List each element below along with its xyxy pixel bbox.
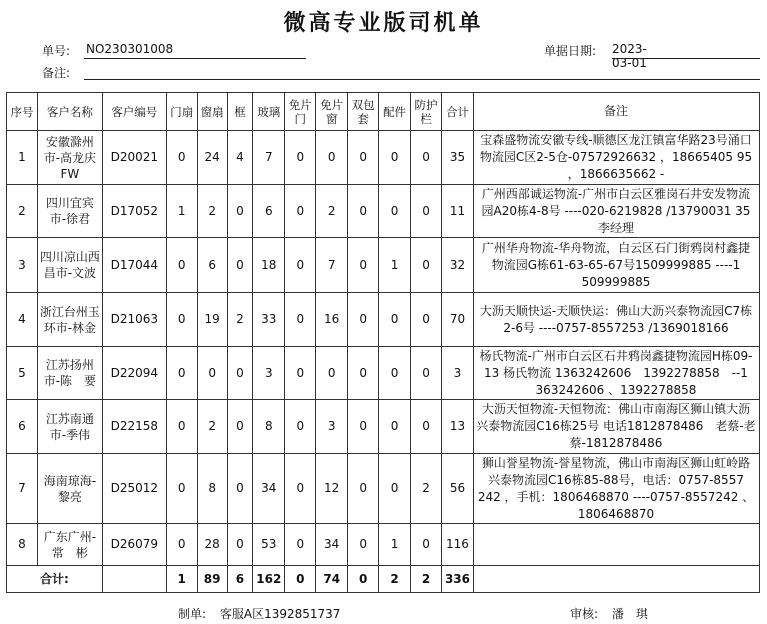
- qty-parts: 0: [379, 454, 411, 524]
- qty-door: 0: [166, 400, 197, 454]
- customer-name: 四川凉山西昌市-文波: [37, 238, 102, 293]
- table-row: [7, 347, 474, 400]
- customer-name: 江苏南通市-季伟: [37, 400, 102, 454]
- document-title: 微高专业版司机单: [283, 11, 484, 36]
- col-header: 客户名称: [37, 93, 102, 131]
- remark-total-cell: [473, 565, 760, 593]
- qty-free-door: 0: [285, 131, 316, 185]
- date-value: 2023-03-01: [612, 42, 647, 70]
- qty-door: 0: [166, 131, 197, 185]
- qty-guardrail: 2: [411, 454, 442, 524]
- maker-label: 制单:: [178, 607, 207, 621]
- customer-code: D17052: [102, 185, 166, 238]
- qty-free-door: 0: [285, 347, 316, 400]
- qty-free-window: 0: [316, 131, 348, 185]
- qty-guardrail: 0: [411, 185, 442, 238]
- col-header: 免片窗: [316, 93, 348, 131]
- qty-free-window: 34: [316, 524, 348, 566]
- qty-glass: 6: [253, 185, 285, 238]
- remark-cell: 广州西部诚运物流-广州市白云区雅岗石井安发物流园A20栋4-8号 ----020-6219828 /13790031 35 李经理: [473, 184, 760, 238]
- qty-window: 19: [197, 293, 227, 347]
- qty-double-wrap: 0: [348, 524, 379, 566]
- row-total: 70: [441, 293, 473, 347]
- qty-frame: 0: [227, 347, 253, 400]
- qty-window: 2: [197, 400, 227, 454]
- qty-free-window: 3: [316, 400, 348, 454]
- qty-double-wrap: 0: [348, 454, 379, 524]
- remark-field: [42, 64, 70, 81]
- qty-door: 0: [166, 347, 197, 400]
- qty-door: 0: [166, 238, 197, 293]
- table-row: [7, 293, 474, 347]
- table-row: [7, 454, 474, 524]
- qty-double-wrap: 0: [348, 238, 379, 293]
- qty-free-door: 0: [285, 238, 316, 293]
- col-header: 客户编号: [102, 93, 166, 131]
- remark-underline: [84, 79, 760, 80]
- customer-name: 四川宜宾市-徐君: [37, 185, 102, 238]
- col-header: 门扇: [166, 93, 197, 131]
- customer-name: 安徽滁州市-高龙庆FW: [37, 131, 102, 185]
- customer-code: D22158: [102, 400, 166, 454]
- customer-name: 海南琼海-黎亮: [37, 454, 102, 524]
- qty-guardrail: 0: [411, 400, 442, 454]
- total-frame: 6: [227, 566, 253, 593]
- qty-free-door: 0: [285, 400, 316, 454]
- row-no: 8: [7, 524, 38, 566]
- customer-code: D25012: [102, 454, 166, 524]
- shipment-table: [6, 92, 474, 593]
- customer-code: D21063: [102, 293, 166, 347]
- qty-guardrail: 0: [411, 131, 442, 185]
- qty-window: 0: [197, 347, 227, 400]
- totals-row: [7, 566, 474, 593]
- qty-glass: 3: [253, 347, 285, 400]
- col-header: 序号: [7, 93, 38, 131]
- totals-label: 合计:: [7, 566, 103, 593]
- row-no: 1: [7, 131, 38, 185]
- customer-code: D17044: [102, 238, 166, 293]
- row-total: 11: [441, 185, 473, 238]
- remark-cell: 宝森盛物流安徽专线-顺德区龙江镇富华路23号涌口物流园C区2-5仓-07572926632 ，18665405 95 ，1866635662 -: [473, 130, 760, 185]
- doc-no-underline: [84, 58, 306, 59]
- qty-parts: 0: [379, 185, 411, 238]
- qty-double-wrap: 0: [348, 293, 379, 347]
- qty-free-window: 7: [316, 238, 348, 293]
- col-header: 防护栏: [411, 93, 442, 131]
- row-no: 7: [7, 454, 38, 524]
- row-no: 3: [7, 238, 38, 293]
- row-total: 35: [441, 131, 473, 185]
- qty-free-window: 12: [316, 454, 348, 524]
- qty-parts: 0: [379, 400, 411, 454]
- maker-field: [178, 605, 340, 622]
- qty-window: 2: [197, 185, 227, 238]
- qty-double-wrap: 0: [348, 347, 379, 400]
- row-total: 32: [441, 238, 473, 293]
- table-header: [7, 93, 474, 131]
- remark-label: 备注:: [42, 66, 71, 80]
- qty-glass: 34: [253, 454, 285, 524]
- customer-name: 广东广州-常 彬: [37, 524, 102, 566]
- qty-free-door: 0: [285, 524, 316, 566]
- col-header: 免片门: [285, 93, 316, 131]
- qty-parts: 1: [379, 524, 411, 566]
- row-total: 3: [441, 347, 473, 400]
- doc-no-label: 单号:: [42, 44, 71, 58]
- remark-cell: 广州华舟物流-华舟物流，白云区石门街鸦岗村鑫捷物流园G栋61-63-65-67号1509999885 ----1 509999885: [473, 237, 760, 293]
- qty-free-window: 0: [316, 347, 348, 400]
- qty-guardrail: 0: [411, 238, 442, 293]
- date-label: 单据日期:: [544, 44, 597, 58]
- total-parts: 2: [379, 566, 411, 593]
- qty-door: 0: [166, 454, 197, 524]
- qty-parts: 0: [379, 131, 411, 185]
- customer-name: 江苏扬州市-陈 要: [37, 347, 102, 400]
- qty-free-door: 0: [285, 185, 316, 238]
- qty-glass: 53: [253, 524, 285, 566]
- date-underline: [612, 58, 760, 59]
- qty-door: 0: [166, 293, 197, 347]
- qty-door: 1: [166, 185, 197, 238]
- qty-parts: 0: [379, 293, 411, 347]
- qty-glass: 7: [253, 131, 285, 185]
- col-header: 合计: [441, 93, 473, 131]
- row-no: 5: [7, 347, 38, 400]
- table-row: [7, 238, 474, 293]
- qty-free-window: 2: [316, 185, 348, 238]
- table-row: [7, 185, 474, 238]
- col-header: 配件: [379, 93, 411, 131]
- qty-frame: 2: [227, 293, 253, 347]
- total-door: 1: [166, 566, 197, 593]
- qty-glass: 8: [253, 400, 285, 454]
- reviewer-value: 潘 琪: [611, 607, 648, 621]
- row-total: 13: [441, 400, 473, 454]
- total-double-wrap: 0: [348, 566, 379, 593]
- total-window: 89: [197, 566, 227, 593]
- qty-free-door: 0: [285, 293, 316, 347]
- qty-window: 28: [197, 524, 227, 566]
- qty-window: 8: [197, 454, 227, 524]
- qty-guardrail: 0: [411, 524, 442, 566]
- qty-parts: 0: [379, 347, 411, 400]
- remark-cell: 大沥天恒物流-天恒物流：佛山市南海区狮山镇大沥兴泰物流园C16栋25号 电话1812878486 老蔡-老蔡-1812878486: [473, 399, 760, 454]
- qty-frame: 0: [227, 524, 253, 566]
- remark-header: 备注: [473, 92, 760, 131]
- qty-free-window: 16: [316, 293, 348, 347]
- reviewer-label: 审核:: [570, 607, 599, 621]
- table-row: [7, 400, 474, 454]
- remark-cell: 杨氏物流-广州市白云区石井鸦岗鑫捷物流园H栋09-13 杨氏物流 1363242606 1392278858 --1 363242606 、1392278858: [473, 346, 760, 400]
- col-header: 玻璃: [253, 93, 285, 131]
- qty-glass: 33: [253, 293, 285, 347]
- total-glass: 162: [253, 566, 285, 593]
- row-total: 116: [441, 524, 473, 566]
- col-header: 窗扇: [197, 93, 227, 131]
- customer-code: D26079: [102, 524, 166, 566]
- remark-cell: [473, 523, 760, 566]
- qty-door: 0: [166, 524, 197, 566]
- total-guardrail: 2: [411, 566, 442, 593]
- customer-code: D22094: [102, 347, 166, 400]
- qty-frame: 0: [227, 238, 253, 293]
- customer-name: 浙江台州玉环市-林金: [37, 293, 102, 347]
- table-row: [7, 524, 474, 566]
- qty-double-wrap: 0: [348, 400, 379, 454]
- customer-code: D20021: [102, 131, 166, 185]
- total-free-door: 0: [285, 566, 316, 593]
- qty-frame: 0: [227, 185, 253, 238]
- maker-value: 客服A区1392851737: [219, 607, 341, 621]
- row-no: 6: [7, 400, 38, 454]
- qty-glass: 18: [253, 238, 285, 293]
- row-no: 2: [7, 185, 38, 238]
- qty-frame: 0: [227, 454, 253, 524]
- total-free-window: 74: [316, 566, 348, 593]
- qty-double-wrap: 0: [348, 131, 379, 185]
- table-row: [7, 131, 474, 185]
- qty-frame: 4: [227, 131, 253, 185]
- reviewer-field: [570, 605, 648, 622]
- col-header: 双包套: [348, 93, 379, 131]
- remark-cell: 大沥天顺快运-天顺快运：佛山大沥兴泰物流园C7栋2-6号 ----0757-8557253 /1369018166: [473, 292, 760, 347]
- doc-no-field: [42, 42, 174, 59]
- qty-guardrail: 0: [411, 293, 442, 347]
- date-field: [544, 42, 647, 70]
- qty-window: 6: [197, 238, 227, 293]
- row-total: 56: [441, 454, 473, 524]
- qty-window: 24: [197, 131, 227, 185]
- row-no: 4: [7, 293, 38, 347]
- qty-frame: 0: [227, 400, 253, 454]
- col-header: 框: [227, 93, 253, 131]
- doc-no-value: NO230301008: [86, 42, 174, 56]
- grand-total: 336: [441, 566, 473, 593]
- qty-double-wrap: 0: [348, 185, 379, 238]
- remark-cell: 狮山誉星物流-誉星物流，佛山市南海区狮山虹岭路兴泰物流园C16栋85-88号，电话：0757-8557 242 ，手机：1806468870 ----0757-8557242 、1806468870: [473, 453, 760, 524]
- totals-empty: [102, 566, 166, 593]
- qty-free-door: 0: [285, 454, 316, 524]
- qty-guardrail: 0: [411, 347, 442, 400]
- qty-parts: 1: [379, 238, 411, 293]
